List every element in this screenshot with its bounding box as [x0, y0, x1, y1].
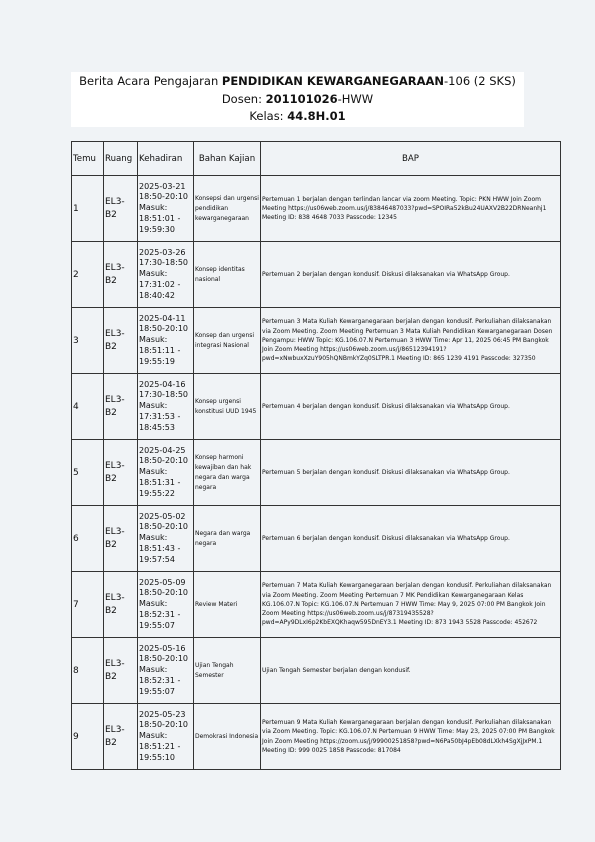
cell-bahan-kajian: Demokrasi Indonesia: [194, 704, 261, 770]
cell-bahan-kajian: Konsep identitas nasional: [194, 242, 261, 308]
cell-ruang: EL3-B2: [104, 440, 138, 506]
kehadiran-date: 2025-04-16: [139, 379, 186, 389]
cell-bahan-kajian: Konsep dan urgensi integrasi Nasional: [194, 308, 261, 374]
kehadiran-masuk: Masuk: 17:31:02 - 18:40:42: [139, 269, 181, 300]
cell-bahan-kajian: Konsepsi dan urgensi pendidikan kewarganegaraan: [194, 176, 261, 242]
cell-ruang: EL3-B2: [104, 572, 138, 638]
cell-bahan-kajian: Negara dan warga negara: [194, 506, 261, 572]
kehadiran-masuk: Masuk: 18:51:31 - 19:55:22: [139, 467, 181, 498]
kehadiran-masuk: Masuk: 17:31:53 - 18:45:53: [139, 401, 181, 432]
col-header-temu: Temu: [72, 142, 104, 176]
kehadiran-masuk: Masuk: 18:51:11 - 19:55:19: [139, 335, 181, 366]
cell-bahan-kajian: Konsep harmoni kewajiban dan hak negara dan warga negara: [194, 440, 261, 506]
dosen-id: 201101026: [265, 91, 338, 106]
course-name: PENDIDIKAN KEWARGANEGARAAN: [221, 74, 445, 88]
cell-kehadiran: [138, 440, 194, 506]
col-header-kehadiran: Kehadiran: [138, 142, 194, 176]
kehadiran-time: 18:50-20:10: [139, 192, 188, 202]
table-row: [72, 506, 561, 572]
cell-bap: Pertemuan 1 berjalan dengan terlindan lancar via zoom Meeting. Topic: PKN HWW Join Zoom Meeting https://us06web.zoom.us/j/83846487033?pwd=SPOIRa52kBu24UAXV2B22DRNeanhj1 Meeting ID: 838 4648 7033 Passcode: 12345: [261, 176, 561, 242]
table-row: [72, 638, 561, 704]
document-title: Berita Acara Pengajaran PENDIDIKAN KEWARGANEGARAAN-106 (2 SKS): [79, 74, 516, 88]
cell-bap: Pertemuan 5 berjalan dengan kondusif. Diskusi dilaksanakan via WhatsApp Group.: [261, 440, 561, 506]
col-header-ruang: Ruang: [104, 142, 138, 176]
cell-ruang: EL3-B2: [104, 242, 138, 308]
cell-kehadiran: [138, 374, 194, 440]
kehadiran-time: 18:50-20:10: [139, 654, 188, 664]
table-row: [72, 440, 561, 506]
cell-bap: Pertemuan 7 Mata Kuliah Kewarganegaraan berjalan dengan kondusif. Perkuliahan dilaksanakan via Zoom Meeting. Zoom Meeting Pertemuan 7 MK Pendidikan Kewarganegaraan Kelas KG.106.07.N Topic: KG.106.07.N Pertemuan 7 HWW Time: May 9, 2025 07:00 PM Bangkok Join Zoom Meeting https://us06web.zoom.us/j/87319435528?pwd=APy9DLxI6p2KbEXQKhaqw595DnEY3.1 Meeting ID: 873 1943 5528 Passcode: 452672: [261, 572, 561, 638]
kehadiran-masuk: Masuk: 18:51:21 - 19:55:10: [139, 731, 181, 762]
kehadiran-masuk: Masuk: 18:51:01 - 19:59:30: [139, 203, 181, 234]
cell-ruang: EL3-B2: [104, 506, 138, 572]
kehadiran-date: 2025-03-21: [139, 181, 186, 191]
kelas-value: 44.8H.01: [287, 109, 346, 123]
table-row: [72, 704, 561, 770]
cell-ruang: EL3-B2: [104, 176, 138, 242]
kelas-line: Kelas: 44.8H.01: [249, 109, 346, 123]
cell-bahan-kajian: Ujian Tengah Semester: [194, 638, 261, 704]
kehadiran-date: 2025-03-26: [139, 247, 186, 257]
kehadiran-time: 17:30-18:50: [139, 258, 188, 268]
cell-bahan-kajian: Konsep urgensi konstitusi UUD 1945: [194, 374, 261, 440]
cell-temu: 7: [72, 572, 104, 638]
kehadiran-time: 18:50-20:10: [139, 720, 188, 730]
cell-ruang: EL3-B2: [104, 374, 138, 440]
dosen-line: Dosen: 201101026-HWW: [221, 91, 374, 106]
cell-bap: Pertemuan 2 berjalan dengan kondusif. Diskusi dilaksanakan via WhatsApp Group.: [261, 242, 561, 308]
cell-kehadiran: [138, 506, 194, 572]
cell-kehadiran: [138, 176, 194, 242]
col-header-bap: BAP: [261, 142, 561, 176]
kehadiran-time: 17:30-18:50: [139, 390, 188, 400]
cell-ruang: EL3-B2: [104, 638, 138, 704]
col-header-bahan-kajian: Bahan Kajian: [194, 142, 261, 176]
kehadiran-time: 18:50-20:10: [139, 324, 188, 334]
cell-bap: Pertemuan 9 Mata Kuliah Kewarganegaraan berjalan dengan kondusif. Perkuliahan dilaksanakan via Zoom Meeting. Topic: KG.106.07.N Pertemuan 9 HWW Time: May 23, 2025 07:00 PM Bangkok Join Zoom Meeting https://zoom.us/j/99900251858?pwd=N6Pa50bJ4pEb08dLXkh4SgXjJxPM.1 Meeting ID: 999 0025 1858 Passcode: 817084: [261, 704, 561, 770]
cell-temu: 2: [72, 242, 104, 308]
cell-ruang: EL3-B2: [104, 704, 138, 770]
cell-temu: 6: [72, 506, 104, 572]
cell-bap: Ujian Tengah Semester berjalan dengan kondusif.: [261, 638, 561, 704]
table-row: [72, 374, 561, 440]
cell-ruang: EL3-B2: [104, 308, 138, 374]
table-row: [72, 308, 561, 374]
document-header: [71, 72, 524, 127]
cell-temu: 8: [72, 638, 104, 704]
cell-bap: Pertemuan 4 berjalan dengan kondusif. Diskusi dilaksanakan via WhatsApp Group.: [261, 374, 561, 440]
table-row: [72, 572, 561, 638]
cell-bap: Pertemuan 6 berjalan dengan kondusif. Diskusi dilaksanakan via WhatsApp Group.: [261, 506, 561, 572]
cell-temu: 9: [72, 704, 104, 770]
cell-temu: 5: [72, 440, 104, 506]
kehadiran-time: 18:50-20:10: [139, 522, 188, 532]
cell-temu: 1: [72, 176, 104, 242]
cell-kehadiran: [138, 704, 194, 770]
kehadiran-time: 18:50-20:10: [139, 588, 188, 598]
kehadiran-date: 2025-05-09: [139, 577, 186, 587]
cell-kehadiran: [138, 308, 194, 374]
kehadiran-date: 2025-05-02: [139, 511, 186, 521]
kehadiran-date: 2025-05-23: [139, 709, 186, 719]
cell-kehadiran: [138, 638, 194, 704]
bap-table: [71, 141, 561, 770]
cell-kehadiran: [138, 242, 194, 308]
kehadiran-masuk: Masuk: 18:51:43 - 19:57:54: [139, 533, 181, 564]
kehadiran-date: 2025-04-25: [139, 445, 186, 455]
cell-bap: Pertemuan 3 Mata Kuliah Kewarganegaraan berjalan dengan kondusif. Perkuliahan dilaksanakan via Zoom Meeting. Zoom Meeting Pertemuan 3 Mata Kuliah Pendidikan Kewarganegaraan Dosen Pengampu: HWW Topic: KG.106.07.N Pertemuan 3 HWW Time: Apr 11, 2025 06:45 PM Bangkok Join Zoom Meeting https://us06web.zoom.us/j/86512394191?pwd=xNwbuxXzuY905hQNBmkYZq0SLTPR.1 Meeting ID: 865 1239 4191 Passcode: 327350: [261, 308, 561, 374]
table-row: [72, 176, 561, 242]
kehadiran-masuk: Masuk: 18:52:31 - 19:55:07: [139, 665, 181, 696]
kehadiran-date: 2025-04-11: [139, 313, 186, 323]
kehadiran-masuk: Masuk: 18:52:31 - 19:55:07: [139, 599, 181, 630]
kehadiran-date: 2025-05-16: [139, 643, 186, 653]
kehadiran-time: 18:50-20:10: [139, 456, 188, 466]
cell-temu: 3: [72, 308, 104, 374]
cell-kehadiran: [138, 572, 194, 638]
table-header-row: [72, 142, 561, 176]
table-row: [72, 242, 561, 308]
cell-temu: 4: [72, 374, 104, 440]
cell-bahan-kajian: Review Materi: [194, 572, 261, 638]
